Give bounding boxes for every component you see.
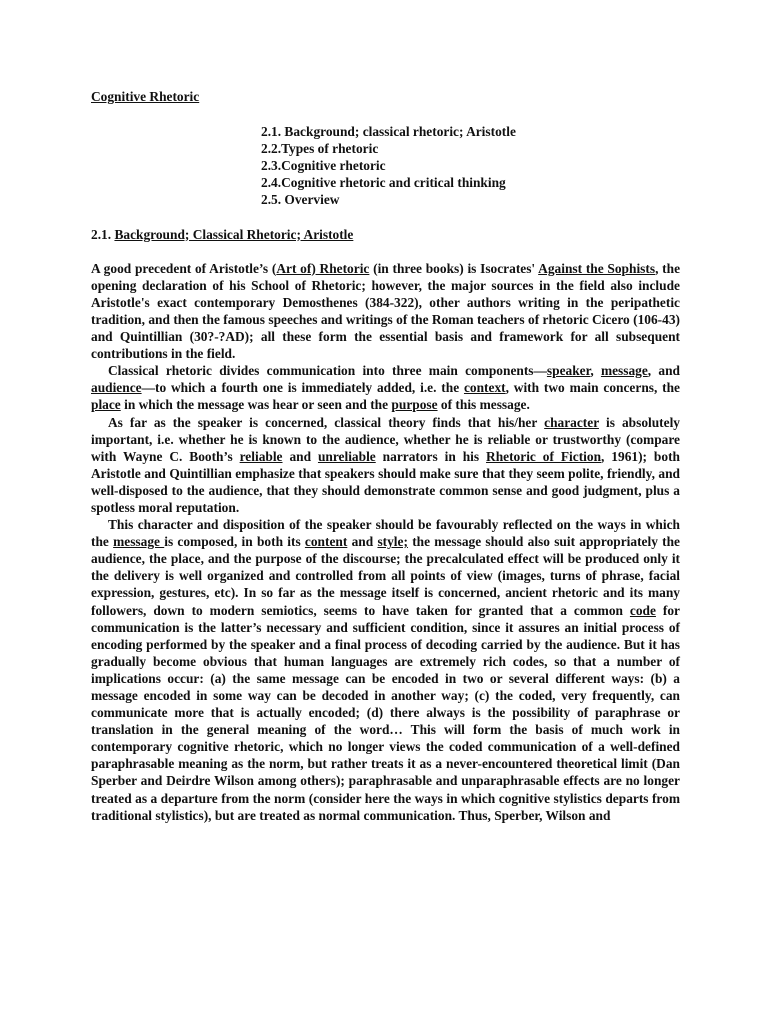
underlined-term: Rhetoric of Fiction <box>486 448 602 464</box>
underlined-term: reliable <box>239 448 283 464</box>
underlined-term: Art of) Rhetoric <box>276 260 370 276</box>
text-run: the message should also suit appropriately the audience, the place, and the purpose of the discourse; the precalculated effect will be produced only it the delivery is well organized and controlled from all points of view (images, turns of phrase, facial expression, gestures, etc). In so far as the message itself is concerned, ancient rhetoric and its many followers, down to modern semiotics, seems to have taken for granted that a common <box>91 534 681 618</box>
underlined-term: unreliable <box>317 448 376 464</box>
text-run: , the opening declaration of his School of Rhetoric; however, the major sources in the field also include Aristotle's exact contemporary Demosthenes (384-322), other authors writing in the peripathetic tradition, and then the famous speeches and writings of the Roman teachers of rhetoric Cicero (106-43) and Quintillian (30?-?AD); all these form the essential basis and framework for all subsequent contributions in the field. <box>91 260 681 362</box>
text-run: —to which a fourth one is immediately added, i.e. the <box>141 380 464 396</box>
text-run: , 1961); both Aristotle and Quintillian emphasize that speakers should make sure that they seem polite, friendly, and well-disposed to the audience, that they should demonstrate common sense and good judgment, plus a spotless moral reputation. <box>91 448 680 515</box>
underlined-term: purpose <box>391 397 438 413</box>
text-run: narrators in his <box>375 448 487 464</box>
text-run: , <box>590 363 601 379</box>
underlined-term: code <box>629 602 656 618</box>
text-run: is absolutely important, i.e. whether he is known to the audience, whether he is reliable or trustworthy (compare with Wayne C. Booth’s <box>91 414 680 464</box>
text-run: and <box>347 534 378 550</box>
text-run: (in three books) is Isocrates' <box>369 260 539 276</box>
text-run: This character and disposition of the speaker should be favourably reflected on the ways in which the <box>91 517 680 550</box>
toc-item: 2.3.Cognitive rhetoric <box>261 158 386 174</box>
paragraph-4 <box>91 516 680 824</box>
underlined-term: place <box>91 397 121 413</box>
underlined-term: context <box>463 380 506 396</box>
toc-item: 2.1. Background; classical rhetoric; Aristotle <box>261 124 516 140</box>
text-run: is composed, in both its <box>164 534 305 550</box>
underlined-term: content <box>304 534 348 550</box>
table-of-contents <box>261 123 680 208</box>
text-run: Classical rhetoric divides communication into three main components— <box>108 363 547 379</box>
toc-item: 2.4.Cognitive rhetoric and critical thinking <box>261 175 506 191</box>
underlined-term: speaker <box>546 363 591 379</box>
text-run: , and <box>647 363 680 379</box>
toc-item: 2.5. Overview <box>261 192 340 208</box>
text-run: of this message. <box>437 397 530 413</box>
text-run: , with two main concerns, the <box>505 380 681 396</box>
section-title: Background; Classical Rhetoric; Aristotle <box>114 226 354 242</box>
text-run: in which the message was hear or seen and the <box>120 397 392 413</box>
text-run: As far as the speaker is concerned, classical theory finds that his/her <box>108 414 545 430</box>
text-run: A good precedent of Aristotle’s ( <box>91 260 277 276</box>
paragraph-3 <box>91 414 680 517</box>
underlined-term: character <box>544 414 599 430</box>
underlined-term: Against the Sophists <box>538 260 656 276</box>
paragraph-2 <box>91 362 680 413</box>
underlined-term: message <box>600 363 648 379</box>
toc-item: 2.2.Types of rhetoric <box>261 141 379 157</box>
text-run: and <box>282 448 318 464</box>
section-number: 2.1. <box>91 226 115 242</box>
underlined-term: message <box>113 534 165 550</box>
text-run: for communication is the latter’s necessary and sufficient condition, since it assures an initial process of encoding performed by the speaker and a final process of decoding carried by the audience. But it has gradually become obvious that human languages are extremely rich codes, so that a number of implications occur: (a) the same message can be encoded in two or several different ways: (b) a message encoded in some way can be decoded in another way; (c) the coded, very frequently, can communicate more that is actually encoded; (d) there always is the possibility of paraphrase or translation in the general meaning of the word… This will form the basis of much work in contemporary cognitive rhetoric, which no longer views the coded communication of a well-defined paraphrasable meaning as the norm, but rather treats it as a never-encountered theoretical limit (Dan Sperber and Deirdre Wilson among others); paraphrasable and unparaphrasable effects are no longer treated as a departure from the norm (consider here the ways in which cognitive stylistics departs from traditional stylistics), but are treated as normal communication. Thus, Sperber, Wilson and <box>91 602 681 823</box>
paragraph-1 <box>91 260 680 363</box>
underlined-term: audience <box>91 380 142 396</box>
document-title: Cognitive Rhetoric <box>91 89 200 104</box>
underlined-term: style; <box>377 534 408 550</box>
section-heading <box>91 226 680 243</box>
